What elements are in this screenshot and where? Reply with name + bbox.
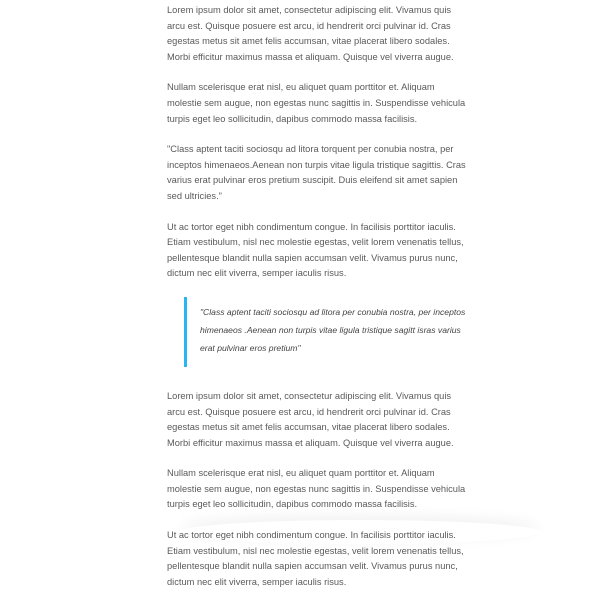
- paragraph-inline-quote: "Class aptent taciti sociosqu ad litora torquent per conubia nostra, per inceptos himenaeos.Aenean non turpis vitae ligula tristique sagittis. Cras varius erat pulvinar eros pretium suscipit. Duis eleifend sit amet sapien sed ultricies.": [167, 144, 466, 201]
- paragraph-ut-ac: Ut ac tortor eget nibh condimentum congue. In facilisis porttitor iaculis. Etiam vestibulum, nisl nec molestie egestas, velit lorem venenatis tellus, pellentesque blandit nulla sapien accumsan velit. Vivamus purus nunc, dictum nec elit viverra, semper iaculis risus.: [167, 221, 464, 279]
- paragraph-intro: Lorem ipsum dolor sit amet, consectetur adipiscing elit. Vivamus quis arcu est. Quisque posuere est arcu, id hendrerit orci pulvinar id. Cras egestas metus sit amet felis accumsan, vitae placerat libero sodales. Morbi efficitur maximus massa et aliquam. Quisque vel viverra augue.: [167, 5, 454, 62]
- paragraph-nullam: Nullam scelerisque erat nisl, eu aliquet quam porttitor et. Aliquam molestie sem augue, non egestas nunc sagittis in. Suspendisse vehicula turpis eget leo sollicitudin, dapibus commodo massa facilisis.: [167, 82, 466, 124]
- paragraph-intro-repeat: Lorem ipsum dolor sit amet, consectetur adipiscing elit. Vivamus quis arcu est. Quisque posuere est arcu, id hendrerit orci pulvinar id. Cras egestas metus sit amet felis accumsan, vitae placerat libero sodales. Morbi efficitur maximus massa et aliquam. Quisque vel viverra augue.: [167, 390, 454, 448]
- blockquote: "Class aptent taciti sociosqu ad litora per conubia nostra, per inceptos himenaeos .Aenean non turpis vitae ligula tristique sagitt isras varius erat pulvinar eros pretium": [184, 297, 470, 367]
- paragraph-nullam-repeat: Nullam scelerisque erat nisl, eu aliquet quam porttitor et. Aliquam molestie sem augue, non egestas nunc sagittis in. Suspendisse vehicula turpis eget leo sollicitudin, dapibus commodo massa facilisis.: [167, 468, 466, 510]
- paragraph-ut-ac-repeat: Ut ac tortor eget nibh condimentum congue. In facilisis porttitor iaculis. Etiam vestibulum, nisl nec molestie egestas, velit lorem venenatis tellus, pellentesque blandit nulla sapien accumsan velit. Vivamus purus nunc, dictum nec elit viverra, semper iaculis risus.: [167, 530, 464, 587]
- article-body: [167, 3, 467, 605]
